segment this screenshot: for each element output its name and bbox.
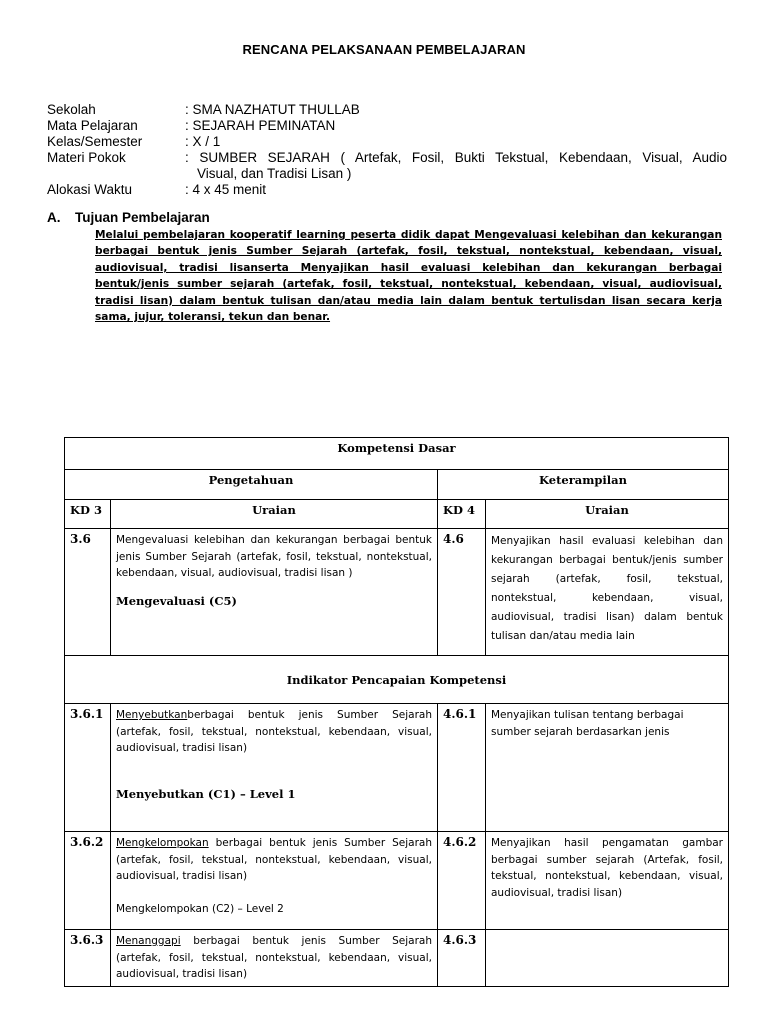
indikator-text-4: Menyajikan tulisan tentang berbagai sumber sejarah berdasarkan jenis	[491, 709, 684, 738]
section-a-heading	[47, 210, 210, 225]
kd4-cell	[486, 529, 729, 656]
kompetensi-table	[64, 437, 729, 987]
indikator-number-4: 4.6.1	[438, 704, 486, 832]
tujuan-pembelajaran-text: Melalui pembelajaran kooperatif learning peserta didik dapat Mengevaluasi kelebihan dan kekurangan berbagai bentuk jenis Sumber Sejarah (artefak, fosil, tekstual, nontekstual, kebendaan, visual, audiovisual, tradisi lisanserta Menyajikan hasil evaluasi kelebihan dan kekurangan berbagai bentuk/jenis sumber sejarah (artefak, fosil, tekstual, nontekstual, kebendaan, visual, audiovisual, tradisi lisan) dalam bentuk tulisan dan/atau media lain dalam bentuk tertulisdan lisan secara kerja sama, jujur, toleransi, tekun dan benar.	[95, 229, 722, 324]
identitas-alokasi	[47, 182, 727, 198]
kd4-text: Menyajikan hasil evaluasi kelebihan dan kekurangan berbagai bentuk/jenis sumber sejarah (artefak, fosil, tekstual, nontekstual, kebendaan, visual, audiovisual, tradisi lisan) dalam bentuk tulisan dan/atau media lain	[491, 535, 723, 642]
value-sekolah: : SMA NAZHATUT THULLAB	[185, 102, 360, 117]
label-sekolah: Sekolah	[47, 102, 96, 117]
section-a-number: A.	[47, 210, 61, 225]
label-mapel: Mata Pelajaran	[47, 118, 138, 133]
section-a-title: Tujuan Pembelajaran	[75, 210, 210, 225]
uraian-header-3: Uraian	[111, 500, 438, 529]
kd3-header: KD 3	[65, 500, 111, 529]
indikator-level: Mengkelompokan (C2) – Level 2	[116, 902, 284, 915]
indikator-verb: Menyebutkan	[116, 709, 188, 721]
indikator-level: Menyebutkan (C1) – Level 1	[116, 786, 296, 801]
value-alokasi: : 4 x 45 menit	[185, 182, 267, 197]
kd3-level: Mengevaluasi (C5)	[116, 593, 237, 608]
kd3-number: 3.6	[65, 529, 111, 656]
identitas-materi-cont	[47, 166, 727, 182]
document-title: RENCANA PELAKSANAAN PEMBELAJARAN	[242, 42, 526, 57]
indikator-number-3: 3.6.2	[65, 832, 111, 930]
value-kelas: : X / 1	[185, 134, 221, 149]
indikator-text: berbagai bentuk jenis Sumber Sejarah (artefak, fosil, tekstual, nontekstual, kebendaan, visual, audiovisual, tradisi lisan)	[116, 837, 432, 882]
indikator-number-4: 4.6.3	[438, 930, 486, 987]
table-row	[65, 704, 729, 832]
label-materi: Materi Pokok	[47, 150, 126, 165]
keterampilan-header: Keterampilan	[438, 470, 729, 500]
identitas-sekolah	[47, 102, 727, 118]
kd4-header: KD 4	[438, 500, 486, 529]
value-materi: : SUMBER SEJARAH ( Artefak, Fosil, Bukti Tekstual, Kebendaan, Visual, Audio	[185, 150, 727, 165]
indikator-text-4: Menyajikan hasil pengamatan gambar berbagai sumber sejarah (Artefak, fosil, tekstual, nontekstual, kebendaan, visual, audiovisual, tradisi lisan)	[491, 837, 723, 899]
indikator-text: berbagai bentuk jenis Sumber Sejarah (artefak, fosil, tekstual, nontekstual, kebendaan, visual, audiovisual, tradisi lisan)	[116, 935, 432, 980]
kd3-cell	[111, 529, 438, 656]
kompetensi-dasar-header: Kompetensi Dasar	[65, 438, 729, 470]
kd4-number: 4.6	[438, 529, 486, 656]
identitas-kelas	[47, 134, 727, 150]
table-row	[65, 832, 729, 930]
indikator-cell-4	[486, 704, 729, 832]
indikator-header: Indikator Pencapaian Kompetensi	[65, 656, 729, 704]
indikator-number-3: 3.6.3	[65, 930, 111, 987]
indikator-text: berbagai bentuk jenis Sumber Sejarah (artefak, fosil, tekstual, nontekstual, kebendaan, visual, audiovisual, tradisi lisan)	[116, 709, 432, 754]
indikator-number-3: 3.6.1	[65, 704, 111, 832]
value-mapel: : SEJARAH PEMINATAN	[185, 118, 336, 133]
indikator-verb: Menanggapi	[116, 935, 181, 947]
value-materi-cont: Visual, dan Tradisi Lisan )	[197, 166, 352, 181]
indikator-number-4: 4.6.2	[438, 832, 486, 930]
indikator-verb: Mengkelompokan	[116, 837, 209, 849]
identitas-materi	[47, 150, 727, 166]
indikator-cell-3	[111, 832, 438, 930]
identitas-block	[47, 102, 727, 198]
pengetahuan-header: Pengetahuan	[65, 470, 438, 500]
indikator-cell-4	[486, 832, 729, 930]
indikator-cell-3	[111, 704, 438, 832]
label-alokasi: Alokasi Waktu	[47, 182, 133, 197]
label-kelas: Kelas/Semester	[47, 134, 143, 149]
indikator-cell-4	[486, 930, 729, 987]
table-row	[65, 930, 729, 987]
uraian-header-4: Uraian	[486, 500, 729, 529]
identitas-mapel	[47, 118, 727, 134]
indikator-cell-3	[111, 930, 438, 987]
kd3-text: Mengevaluasi kelebihan dan kekurangan berbagai bentuk jenis Sumber Sejarah (artefak, fosil, tekstual, nontekstual, kebendaan, visual, audiovisual, tradisi lisan )	[116, 534, 432, 579]
